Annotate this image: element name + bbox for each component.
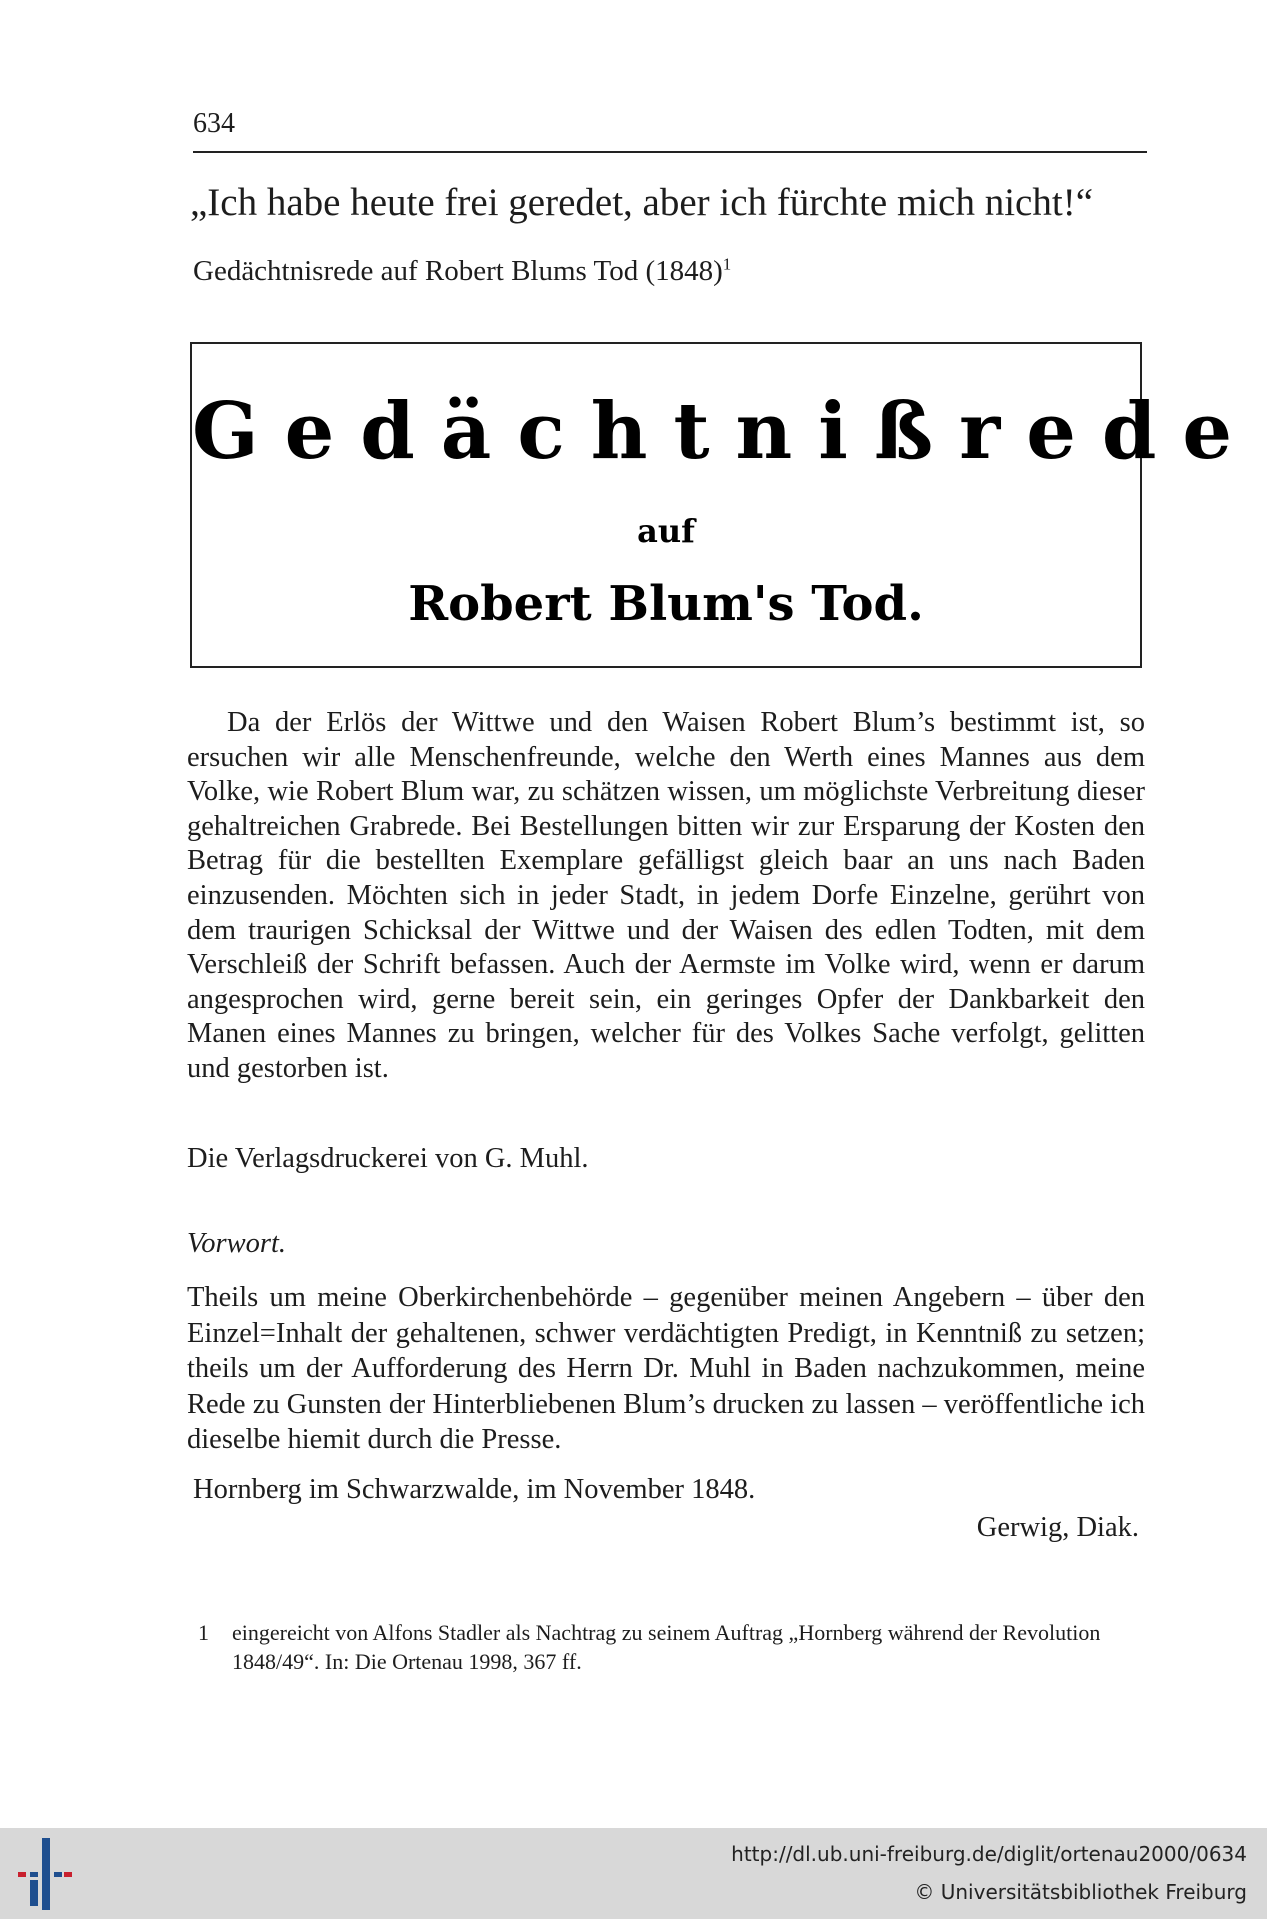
facsimile-box [190, 342, 1259, 668]
footnote-text: eingereicht von Alfons Stadler als Nachtrag zu seinem Auftrag „Hornberg während der Revolution 1848/49“. In: Die Ortenau 1998, 367 ff. [232, 1620, 1101, 1674]
page-number: 634 [193, 108, 235, 139]
article-subtitle-text: Gedächtnisrede auf Robert Blums Tod (1848) [193, 255, 723, 287]
vorwort-heading: Vorwort. [187, 1228, 286, 1259]
place-date: Hornberg im Schwarzwalde, im November 1848. [193, 1474, 756, 1505]
publisher-notice: Da der Erlös der Wittwe und den Waisen Robert Blum’s bestimmt ist, so ersuchen wir alle Menschenfreunde, welche den Werth eines Mannes aus dem Volke, wie Robert Blum war, zu schätzen wissen, um möglichste Verbreitung dieser gehaltreichen Grabrede. Bei Bestellungen bitten wir zur Ersparung der Kosten den Betrag für die bestellten Exemplare gefälligst gleich baar an uns nach Baden einzusenden. Möchten sich in jeder Stadt, in jedem Dorfe Einzelne, gerührt von dem traurigen Schicksal der Wittwe und der Waisen des edlen Todten, mit dem Verschleiß der Schrift befassen. Auch der Aermste im Volke wird, wenn er darum angesprochen wird, gerne bereit sein, ein geringes Opfer der Dankbarkeit den Manen eines Mannes zu bringen, welcher für des Volkes Sache verfolgt, gelitten und gestorben ist. [187, 707, 1145, 1084]
author-signature: Gerwig, Diak. [976, 1512, 1139, 1543]
footnote-ref: 1 [722, 254, 732, 274]
publisher-signature: Die Verlagsdruckerei von G. Muhl. [187, 1143, 589, 1174]
article-heading: „Ich habe heute frei geredet, aber ich fürchte mich nicht!“ [190, 181, 1093, 224]
facsimile-title: Gedächtnißrede [192, 386, 1259, 477]
header-rule [193, 151, 1147, 153]
footer-copyright: © Universitätsbibliothek Freiburg [914, 1880, 1247, 1904]
article-subtitle [193, 255, 731, 288]
vorwort-text: Theils um meine Oberkirchenbehörde – gegenüber meinen Angebern – über den Einzel=Inhalt der gehaltenen, schwer verdächtigten Predigt, in Kenntniß zu setzen; theils um der Aufforderung des Herrn Dr. Muhl in Baden nachzukommen, meine Rede zu Gunsten der Hinterbliebenen Blum’s drucken zu lassen – veröffentliche ich dieselbe hiemit durch die Presse. [187, 1282, 1145, 1455]
facsimile-subtitle: Robert Blum's Tod. [408, 576, 924, 632]
footer-url-link[interactable]: http://dl.ub.uni-freiburg.de/diglit/ortenau2000/0634 [731, 1842, 1247, 1866]
ub-freiburg-logo-icon[interactable] [18, 1838, 72, 1910]
footnote-number: 1 [198, 1620, 209, 1645]
facsimile-auf: auf [637, 512, 695, 550]
